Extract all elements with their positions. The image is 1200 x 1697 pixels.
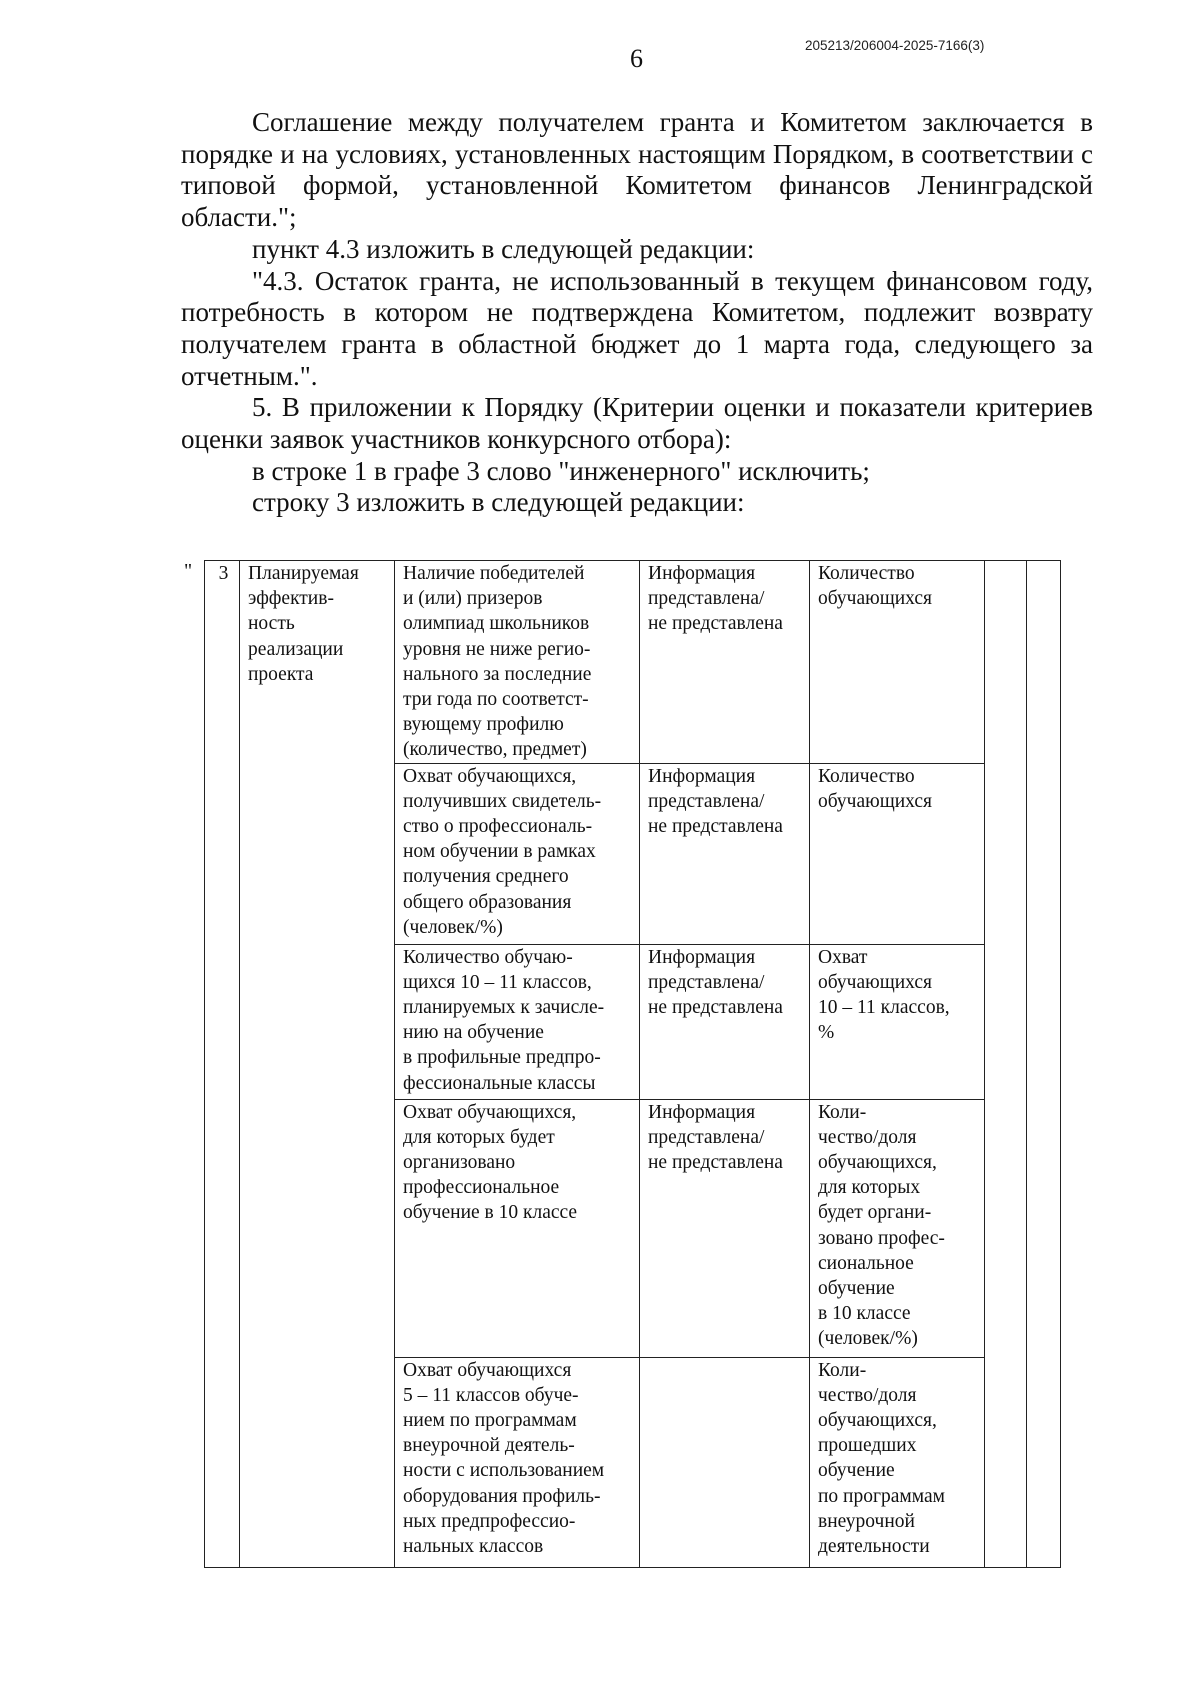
- indicator-cell: [395, 763, 640, 944]
- body-text: [181, 107, 1093, 519]
- info-text: Информация представлена/ не представлена: [648, 765, 783, 838]
- info-text: Информация представлена/ не представлена: [648, 563, 783, 635]
- criteria-table: [204, 560, 1061, 1568]
- indicator-text: Количество обучаю- щихся 10 – 11 классов, планируемых к зачисле- нию на обучение в профильные предпро- фессиональные классы: [403, 946, 605, 1094]
- table-row: [205, 561, 1061, 764]
- measure-cell: [810, 763, 985, 944]
- measure-cell: [810, 1099, 985, 1357]
- paragraph-item-4-3-intro: пункт 4.3 изложить в следующей редакции:: [252, 233, 755, 264]
- empty-weight-cell: [1027, 561, 1061, 1568]
- info-cell: [640, 1357, 810, 1567]
- indicator-cell: [395, 561, 640, 764]
- indicator-cell: [395, 1099, 640, 1357]
- measure-text: Коли- чество/доля обучающихся, для которых будет органи- зовано профес- сиональное обучение в 10 классе (человек/%): [818, 1101, 945, 1350]
- criterion-cell: [240, 561, 395, 1568]
- paragraph-row-1: в строке 1 в графе 3 слово "инженерного" исключить;: [252, 455, 870, 486]
- info-cell: [640, 1099, 810, 1357]
- document-code: 205213/206004-2025-7166(3): [805, 38, 985, 53]
- info-cell: [640, 944, 810, 1099]
- measure-cell: [810, 561, 985, 764]
- page-number: 6: [630, 44, 643, 73]
- measure-text: Коли- чество/доля обучающихся, прошедших обучение по программам внеурочной деятельности: [818, 1359, 945, 1558]
- table-opening-quote: ": [184, 560, 193, 582]
- paragraph-item-4-3-text: "4.3. Остаток гранта, не использованный в текущем финансовом году, потребность в котором не подтверждена Комитетом, подлежит возврату получателем гранта в областной бюджет до 1 марта года, следующего за отчетным.".: [181, 265, 1093, 391]
- row-number: 3: [218, 563, 229, 584]
- info-text: Информация представлена/ не представлена: [648, 946, 783, 1019]
- info-cell: [640, 763, 810, 944]
- info-cell: [640, 561, 810, 764]
- measure-text: Количество обучающихся: [818, 563, 932, 610]
- indicator-cell: [395, 1357, 640, 1567]
- paragraph-agreement: Соглашение между получателем гранта и Комитетом заключается в порядке и на условиях, установленных настоящим Порядком, в соответствии с типовой формой, установленной Комитетом финансов Ленинградской области.";: [181, 107, 1093, 233]
- indicator-cell: [395, 944, 640, 1099]
- paragraph-row-3: строку 3 изложить в следующей редакции:: [252, 487, 745, 518]
- criterion-text: Планируемая эффектив- ность реализации проекта: [248, 563, 359, 685]
- indicator-text: Наличие победителей и (или) призеров олимпиад школьников уровня не ниже регио- нального за последние три года по соответст- вующему профилю (количество, предмет): [403, 563, 592, 761]
- indicator-text: Охват обучающихся 5 – 11 классов обуче- нием по программам внеурочной деятель- ности с использованием оборудования профиль- ных предпрофессио- нальных классов: [403, 1359, 605, 1558]
- info-text: Информация представлена/ не представлена: [648, 1101, 783, 1174]
- indicator-text: Охват обучающихся, для которых будет организовано профессиональное обучение в 10 классе: [403, 1101, 578, 1224]
- measure-cell: [810, 1357, 985, 1567]
- row-number-cell: [205, 561, 240, 1568]
- empty-score-cell: [985, 561, 1027, 1568]
- paragraph-appendix: 5. В приложении к Порядку (Критерии оценки и показатели критериев оценки заявок участников конкурсного отбора):: [181, 392, 1093, 455]
- measure-text: Количество обучающихся: [818, 765, 932, 812]
- measure-text: Охват обучающихся 10 – 11 классов, %: [818, 946, 950, 1044]
- indicator-text: Охват обучающихся, получивших свидетель- ство о профессиональ- ном обучении в рамках получения среднего общего образования (человек/%): [403, 765, 602, 938]
- measure-cell: [810, 944, 985, 1099]
